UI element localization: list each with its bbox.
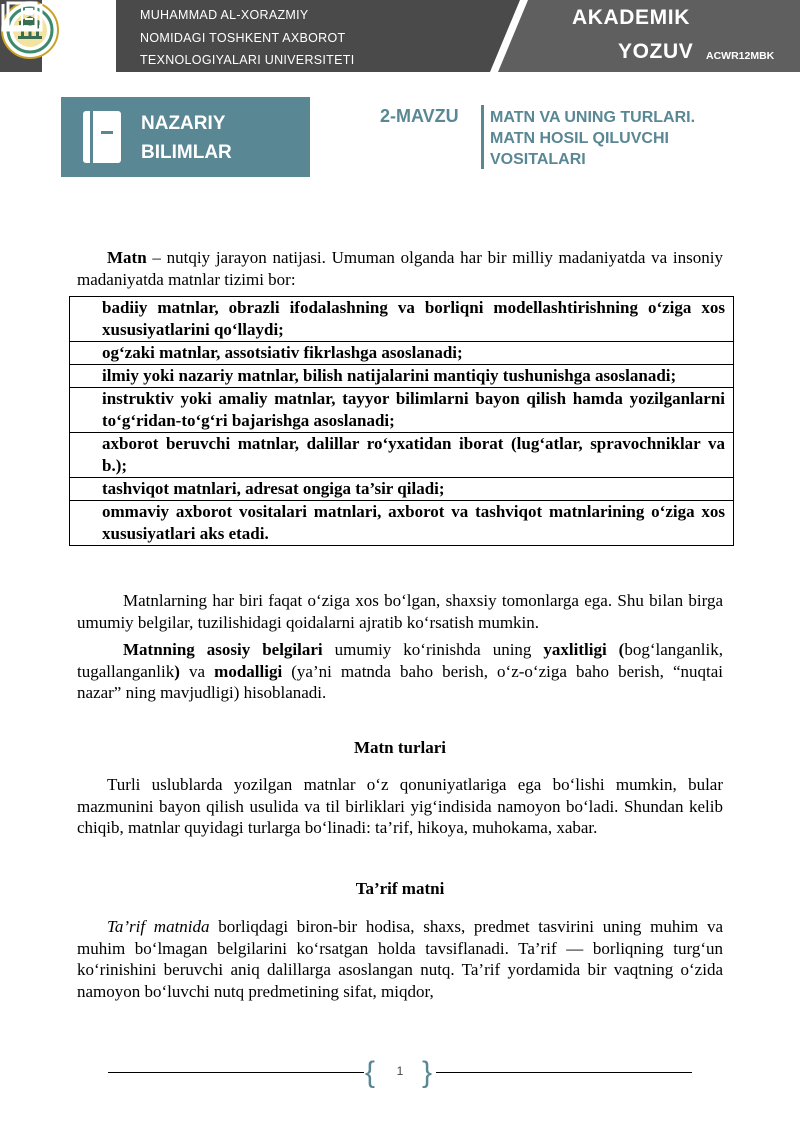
topic-title-line: MATN HOSIL QILUVCHI [490,130,669,147]
university-name-line: MUHAMMAD AL-XORAZMIY [140,8,309,22]
text-run: va [179,661,215,681]
section-label-line: BILIMLAR [141,142,232,163]
topic-title-line: MATN VA UNING TURLARI. [490,109,696,126]
brand-title-line2: YOZUV [618,40,694,63]
section-label-box [61,97,310,177]
intro-paragraph [77,247,723,290]
table-cell: tashviqot matnlari, adresat ongiga ta’sir qiladi; [70,478,734,501]
table-row [70,342,734,365]
table-row [70,478,734,501]
section-label [141,109,232,167]
table-cell: badiiy matnlar, obrazli ifodalashning va borliqni modellashtirishning o‘ziga xos xususiyatlarini qo‘llaydi; [70,297,734,342]
table-cell: axborot beruvchi matnlar, dalillar ro‘yxatidan iborat (lug‘atlar, spravochniklar va b.); [70,433,734,478]
text-run: (ya’ni matnda baho berish, o‘z-o‘ziga baho berish, “nuqtai nazar” ning mavjudligi) hisoblanadi. [77,661,723,702]
table-row [70,433,734,478]
table-cell: ommaviy axborot vositalari matnlari, axborot va tashviqot matnlarining o‘ziga xos xususiyatlari aks etadi. [70,501,734,546]
intro-term: Matn [107,248,147,267]
brand-title-line1: AKADEMIK [572,6,690,29]
paragraph-main-signs [77,639,723,704]
university-name-line: TEXNOLOGIYALARI UNIVERSITETI [140,53,355,67]
topic-number: 2-MAVZU [380,106,459,126]
course-code: ACWR12MBK [706,50,775,62]
header-band [0,0,800,72]
heading-text-types: Matn turlari [353,738,447,757]
topic-title-line: VOSITALARI [490,151,586,168]
intro-text: – nutqiy jarayon natijasi. Umuman olganda har bir milliy madaniyatda va insoniy madaniyatda matnlar tizimi bor: [77,248,723,289]
paragraph-tarif [77,916,723,1002]
bold-phrase: Matnning asosiy belgilari [123,640,323,659]
table-row [70,365,734,388]
notebook-icon [81,109,123,165]
book-icon [0,0,44,34]
text-run: borliqdagi biron-bir hodisa, shaxs, predmet tasvirini uning muhim va muhim bo‘lmagan belgilarini ko‘rsatgan holda tavsiflanadi. Ta’rif — borliqning turg‘un ko‘rinishini beruvchi aniq dalillarga asoslangan nutq. Ta’rif yordamida bir vaqtning o‘zida namoyon bo‘luvchi nutq predmetining sifat, miqdor, [77,917,723,1001]
bold-phrase: modalligi [214,661,283,681]
footer-bracket-right: } [422,1056,433,1089]
footer-bracket-left: { [365,1056,376,1089]
table-cell: instruktiv yoki amaliy matnlar, tayyor bilimlarni bayon qilish hamda yozilganlarni to‘g‘ridan-to‘g‘ri bajarishga asoslanadi; [70,388,734,433]
topic-title [490,107,760,170]
section-label-line: NAZARIY [141,113,226,134]
table-cell: ilmiy yoki nazariy matnlar, bilish natijalarini mantiqiy tushunishga asoslanadi; [70,365,734,388]
bold-phrase: ) [174,661,180,681]
table-row [70,388,734,433]
italic-term: Ta’rif matnida [107,917,210,936]
table-cell: og‘zaki matnlar, assotsiativ fikrlashga asoslanadi; [70,342,734,365]
heading-tarif: Ta’rif matni [355,879,445,898]
footer-line-right [436,1072,692,1073]
paragraph-features: Matnlarning har biri faqat o‘ziga xos bo‘lgan, shaxsiy tomonlarga ega. Shu bilan birga umumiy belgilar, tuzilishidagi qoidalarni ajratib ko‘rsatish mumkin. [77,591,723,632]
table-row [70,297,734,342]
text-types-table [69,296,734,546]
table-row [70,501,734,546]
university-name [140,4,354,72]
bold-phrase: yaxlitligi ( [543,640,625,659]
university-name-line: NOMIDAGI TOSHKENT AXBOROT [140,30,346,45]
page-number: 1 [396,1064,404,1078]
text-run: umumiy ko‘rinishda uning [322,640,544,659]
text-run: bog‘langanlik, tugallanganlik [77,640,723,681]
footer-line-left [108,1072,364,1073]
paragraph-text-types: Turli uslublarda yozilgan matnlar o‘z qonuniyatlariga ega bo‘lishi mumkin, bular mazmunini bayon qilish usulida va til birliklari yig‘indisida namoyon bo‘ladi. Shundan kelib chiqib, matnlar quyidagi turlarga bo‘linadi: ta’rif, hikoya, muhokama, xabar. [77,775,723,837]
topic-divider [481,105,484,169]
